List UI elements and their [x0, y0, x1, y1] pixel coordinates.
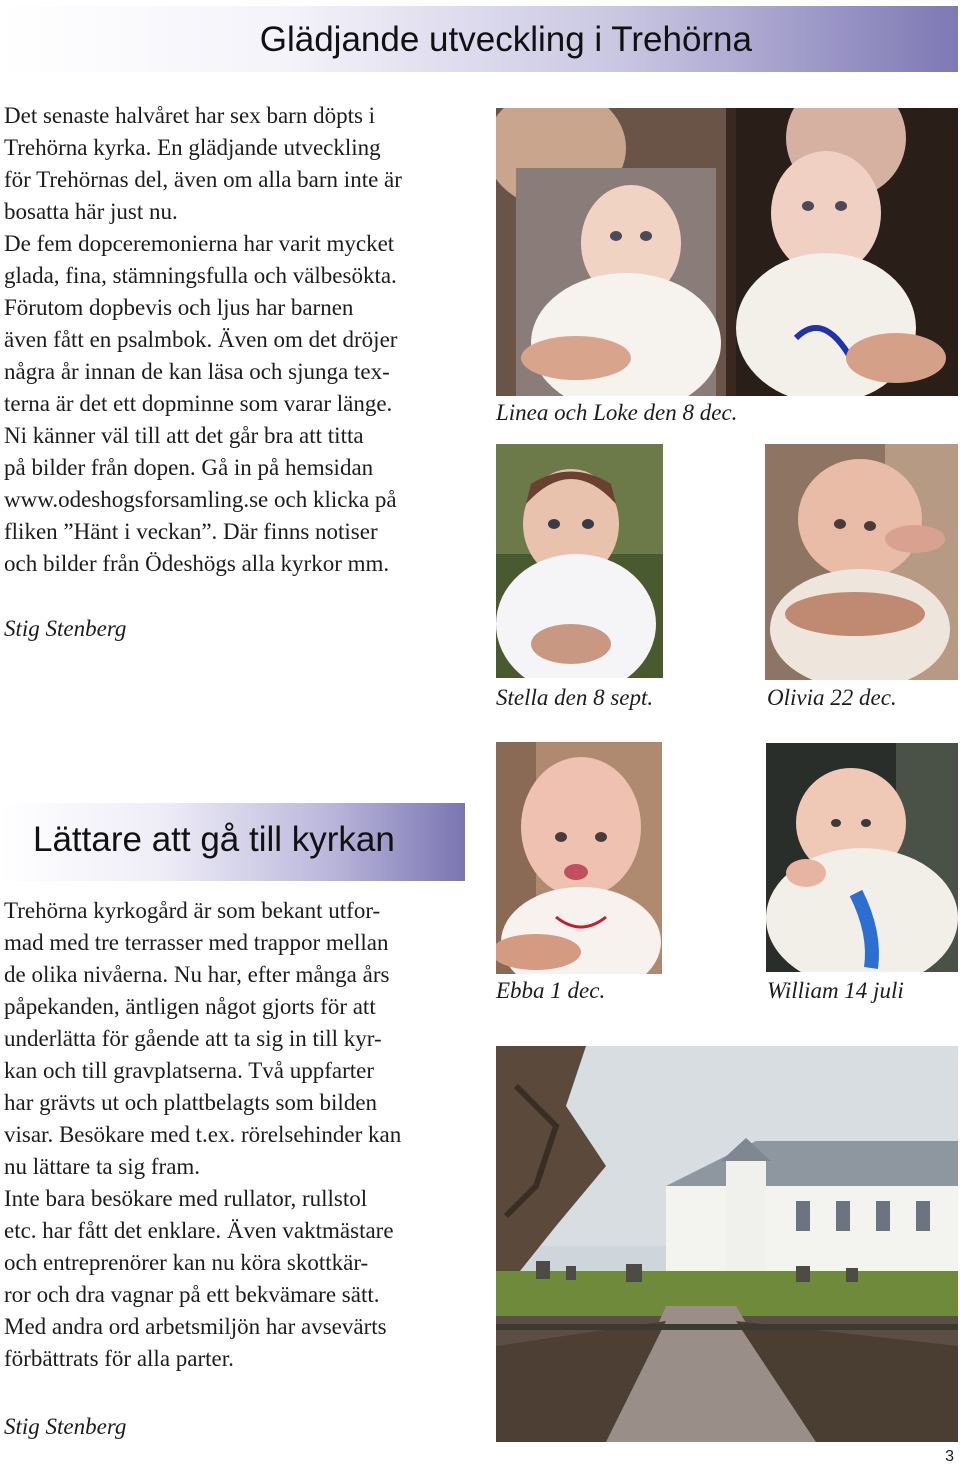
- text-line: och bilder från Ödeshögs alla kyrkor mm.: [4, 551, 390, 576]
- photo-caption: Ebba 1 dec.: [496, 978, 606, 1003]
- photo-ebba: [496, 742, 662, 974]
- text-line: de olika nivåerna. Nu har, efter många års: [4, 962, 390, 987]
- article-body-churchyard: [4, 895, 401, 1375]
- text-line: glada, fina, stämningsfulla och välbesökta.: [4, 263, 397, 288]
- text-line: påpekanden, äntligen något gjorts för att: [4, 994, 376, 1019]
- text-line: bosatta här just nu.: [4, 199, 178, 224]
- text-line: Förutom dopbevis och ljus har barnen: [4, 295, 354, 320]
- photo-william: [766, 743, 958, 972]
- text-line: Trehörna kyrkogård är som bekant utfor-: [4, 898, 381, 923]
- photo-stella: [496, 444, 663, 678]
- text-line: Trehörna kyrka. En glädjande utveckling: [4, 135, 381, 160]
- page-number: 3: [945, 1448, 954, 1465]
- section-title: Lättare att gå till kyrkan: [33, 820, 395, 859]
- text-line: Det senaste halvåret har sex barn döpts i: [4, 103, 376, 128]
- text-line: förbättrats för alla parter.: [4, 1346, 234, 1371]
- text-line: även fått en psalmbok. Även om det dröjer: [4, 327, 398, 352]
- text-line: Ni känner väl till att det går bra att titta: [4, 423, 364, 448]
- photo-caption: Olivia 22 dec.: [767, 685, 897, 710]
- text-line: www.odeshogsforsamling.se och klicka på: [4, 487, 397, 512]
- article-body-baptisms: [4, 100, 402, 580]
- text-line: för Trehörnas del, även om alla barn inte är: [4, 167, 402, 192]
- section-title-banner: [0, 6, 958, 72]
- text-line: fliken ”Hänt i veckan”. Där finns notiser: [4, 519, 378, 544]
- text-line: på bilder från dopen. Gå in på hemsidan: [4, 455, 374, 480]
- text-line: några år innan de kan läsa och sjunga tex-: [4, 359, 390, 384]
- text-line: etc. har fått det enklare. Även vaktmästare: [4, 1218, 394, 1243]
- text-line: nu lättare ta sig fram.: [4, 1154, 201, 1179]
- section-title-banner: [0, 803, 465, 881]
- text-line: visar. Besökare med t.ex. rörelsehinder kan: [4, 1122, 402, 1147]
- photo-caption: Linea och Loke den 8 dec.: [496, 400, 738, 425]
- photo-church-path: [496, 1046, 958, 1442]
- text-line: Med andra ord arbetsmiljön har avsevärts: [4, 1314, 387, 1339]
- text-line: Inte bara besökare med rullator, rullstol: [4, 1186, 368, 1211]
- section-title: Glädjande utveckling i Trehörna: [259, 20, 752, 59]
- author-signature: Stig Stenberg: [4, 1414, 127, 1439]
- text-line: De fem dopceremonierna har varit mycket: [4, 231, 395, 256]
- photo-olivia: [765, 444, 958, 680]
- photo-linea-loke: [496, 108, 958, 396]
- photo-caption: William 14 juli: [767, 978, 904, 1003]
- author-signature: Stig Stenberg: [4, 616, 127, 641]
- text-line: har grävts ut och plattbelagts som bilden: [4, 1090, 378, 1115]
- text-line: terna är det ett dopminne som varar länge.: [4, 391, 393, 416]
- text-line: kan och till gravplatserna. Två uppfarter: [4, 1058, 374, 1083]
- text-line: ror och dra vagnar på ett bekvämare sätt.: [4, 1282, 380, 1307]
- text-line: mad med tre terrasser med trappor mellan: [4, 930, 389, 955]
- text-line: underlätta för gående att ta sig in till kyr-: [4, 1026, 382, 1051]
- photo-caption: Stella den 8 sept.: [496, 685, 654, 710]
- text-line: och entreprenörer kan nu köra skottkär-: [4, 1250, 369, 1275]
